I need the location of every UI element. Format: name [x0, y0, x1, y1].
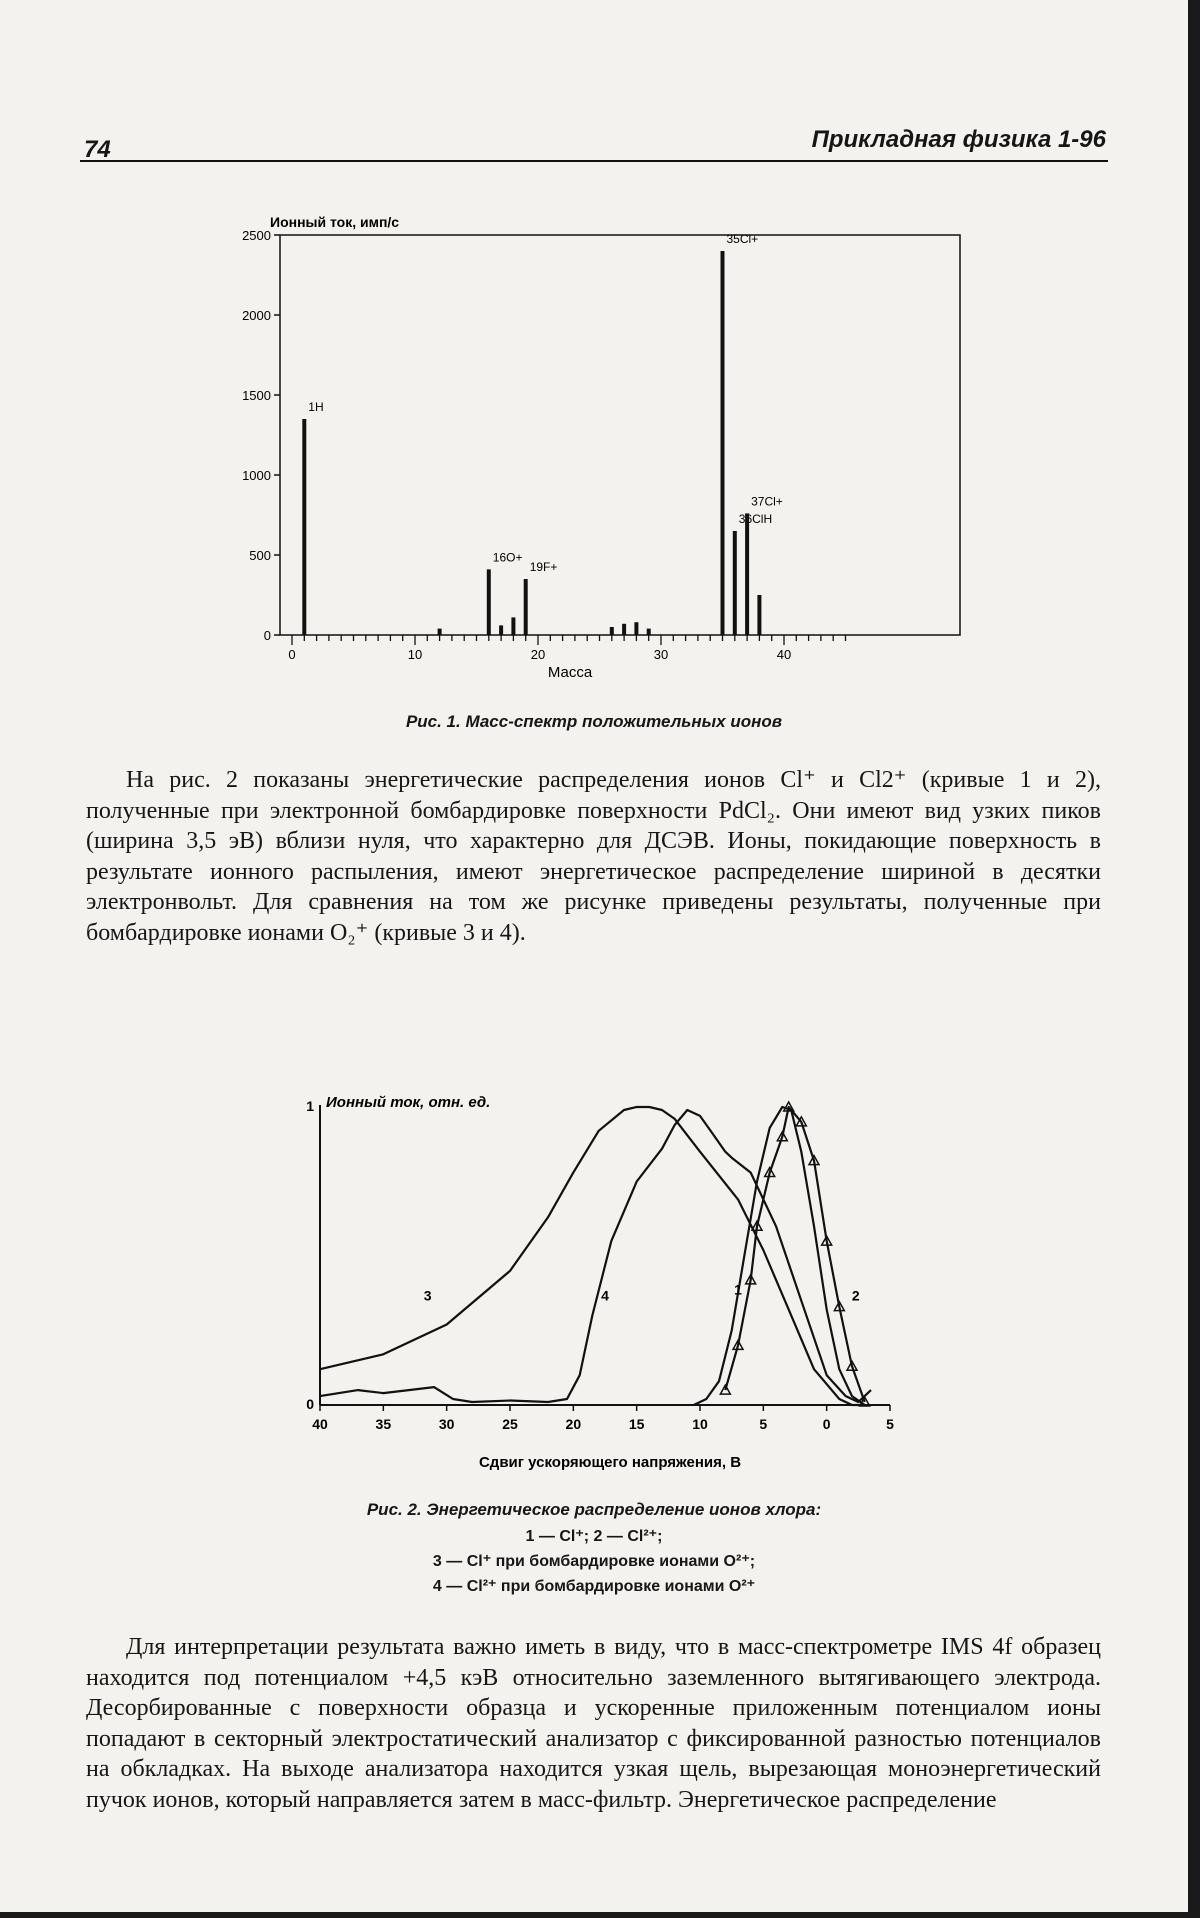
paragraph-1-text: На рис. 2 показаны энергетические распределения ионов Cl⁺ и Cl2⁺ (кривые 1 и 2), полученные при электронной бомбардировке поверхности PdCl₂. Они имеют вид узких пиков (ширина 3,5 эВ) вблизи нуля, что характерно для ДСЭВ. Ионы, покидающие поверхность в результате ионного распыления, имеют энергетическое распределение шириной в десятки электронвольт. Для сравнения на том же рисунке приведены результаты, полученные при бомбардировке ионами O₂⁺ (кривые 3 и 4). [86, 767, 1101, 946]
figure-2-caption: Рис. 2. Энергетическое распределение ионов хлора: [366, 1500, 822, 1519]
legend-line-3: 4 — Cl²⁺ при бомбардировке ионами O²⁺ [432, 1578, 756, 1595]
x-tick-label: 5 [886, 1416, 894, 1432]
x-tick-label: 15 [628, 1416, 645, 1432]
plot-frame [280, 235, 960, 635]
y-axis-label: Ионный ток, отн. ед. [326, 1094, 491, 1111]
curve-label: 2 [851, 1287, 860, 1304]
y-tick-label: 2000 [242, 308, 271, 323]
bar-label: 35Cl+ [726, 232, 759, 246]
x-tick-label: 40 [776, 647, 792, 662]
x-tick-label: 20 [565, 1416, 582, 1432]
curve-3 [320, 1107, 865, 1405]
figure-2-legend [0, 1524, 1188, 1599]
curve-label: 1 [734, 1281, 742, 1298]
bar-label: 19F+ [529, 560, 558, 574]
y-tick-label: 500 [249, 548, 271, 563]
x-tick-label: 20 [530, 647, 546, 662]
bar-label: 1H [308, 400, 324, 414]
figure-2 [290, 1085, 910, 1485]
x-tick-label: 30 [438, 1416, 455, 1432]
paragraph-2 [86, 1632, 1101, 1815]
paragraph-1 [86, 765, 1101, 948]
bar-label: 37Cl+ [751, 494, 783, 509]
bar-label: 36ClH [738, 512, 773, 526]
energy-distribution-chart [290, 1085, 910, 1485]
legend-line-2: 3 — Cl⁺ при бомбардировке ионами O²⁺; [432, 1553, 756, 1570]
figure-1-caption: Рис. 1. Масс-спектр положительных ионов [405, 712, 783, 731]
x-tick-label: 5 [759, 1416, 768, 1432]
x-axis-label: Сдвиг ускоряющего напряжения, В [478, 1454, 742, 1471]
x-tick-label: 40 [312, 1416, 328, 1432]
y-tick-label: 1000 [242, 468, 271, 483]
figure-1 [220, 215, 980, 685]
x-tick-label: 10 [692, 1416, 708, 1432]
legend-line-1: 1 — Cl⁺; 2 — Cl²⁺; [525, 1528, 663, 1545]
x-tick-label: 0 [288, 647, 296, 662]
curve-label: 3 [423, 1287, 432, 1304]
curve-2 [725, 1107, 864, 1402]
bar-label: 16O+ [492, 550, 523, 565]
y-tick-label: 0 [306, 1396, 314, 1412]
curve-4 [320, 1110, 871, 1402]
journal-title: Прикладная физика 1-96 [811, 126, 1106, 153]
paragraph-2-text: Для интерпретации результата важно иметь в виду, что в масс-спектрометре IMS 4f образец находится под потенциалом +4,5 кэВ относительно заземленного вытягивающего электрода. Десорбированные с поверхности образца и ускоренные приложенным потенциалом ионы попадают в секторный электростатический анализатор с фиксированной разностью потенциалов на обкладках. На выходе анализатора находится узкая щель, вырезающая моноэнергетический пучок ионов, который направляется затем в масс-фильтр. Энергетическое распределение [86, 1634, 1101, 1813]
page-header [80, 120, 1108, 162]
x-tick-label: 30 [653, 647, 669, 662]
mass-spectrum-chart [220, 215, 980, 685]
x-tick-label: 25 [502, 1416, 518, 1432]
x-tick-label: 0 [822, 1416, 831, 1432]
page-number: 74 [84, 136, 111, 163]
x-tick-label: 35 [375, 1416, 392, 1432]
y-tick-label: 1500 [242, 388, 271, 403]
y-axis-label: Ионный ток, имп/с [270, 215, 400, 230]
curve-1 [694, 1107, 865, 1405]
x-axis-label: Масса [547, 664, 593, 681]
y-tick-label: 1 [306, 1098, 314, 1114]
x-tick-label: 10 [407, 647, 423, 662]
y-tick-label: 0 [263, 628, 271, 643]
y-tick-label: 2500 [242, 228, 271, 243]
curve-label: 4 [601, 1287, 609, 1304]
